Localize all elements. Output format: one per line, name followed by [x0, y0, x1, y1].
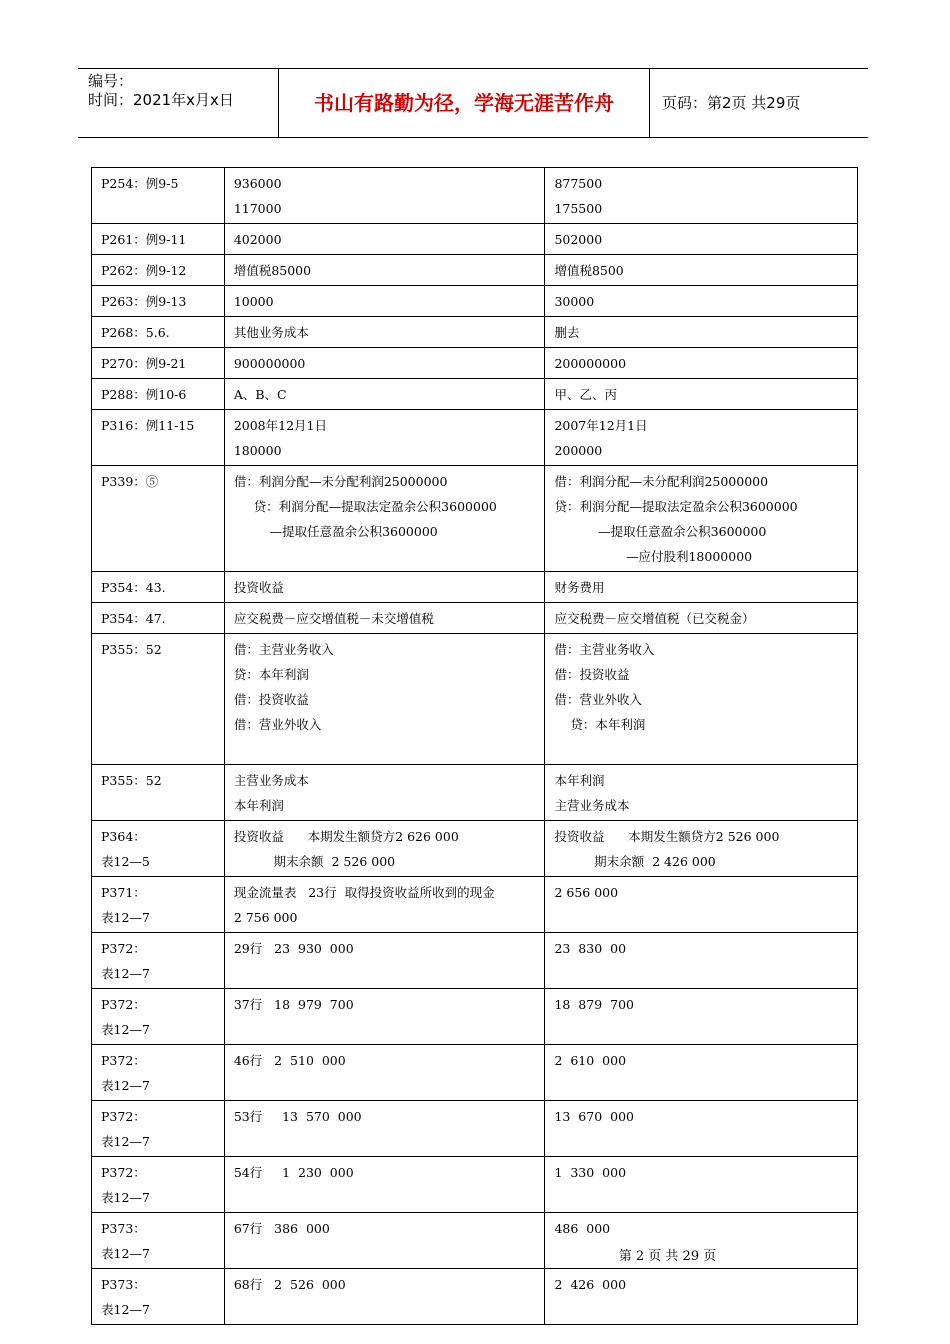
reference-cell [92, 821, 225, 877]
cell-line: 表12—7 [101, 966, 150, 981]
reference-cell [92, 989, 225, 1045]
cell-line: 借：主营业务收入 [554, 642, 655, 657]
cell-line [234, 1297, 536, 1322]
reference-cell [92, 466, 225, 572]
table-row [92, 1101, 858, 1157]
cell-line: 200000 [554, 443, 603, 458]
cell-line: 借：投资收益 [554, 667, 630, 682]
cell-line [101, 712, 215, 737]
page-header [78, 68, 868, 138]
original-text-cell [224, 1157, 545, 1213]
cell-line: 46行 2 510 000 [233, 1053, 346, 1068]
corrected-text-cell [545, 348, 858, 379]
table-row [92, 989, 858, 1045]
corrected-text-cell [545, 1101, 858, 1157]
cell-line: 402000 [233, 232, 282, 247]
cell-line: 增值税85000 [233, 263, 312, 278]
table-row [92, 933, 858, 989]
cell-line: P371： [101, 885, 146, 900]
cell-line: A、B、C [233, 387, 287, 402]
corrected-text-cell [545, 765, 858, 821]
table-row [92, 1157, 858, 1213]
cell-line [101, 737, 215, 762]
original-text-cell [224, 317, 545, 348]
original-text-cell [224, 603, 545, 634]
cell-line: 应交税费－应交增值税－未交增值税 [233, 611, 434, 626]
header-motto: 书山有路勤为径，学海无涯苦作舟 [278, 69, 650, 137]
original-text-cell [224, 877, 545, 933]
reference-cell [92, 286, 225, 317]
table-row [92, 379, 858, 410]
cell-line [234, 544, 536, 569]
reference-cell [92, 572, 225, 603]
cell-line [554, 1297, 848, 1322]
cell-line: 表12—7 [101, 1302, 150, 1317]
cell-line [554, 1129, 848, 1154]
original-text-cell [224, 348, 545, 379]
cell-line: 借：投资收益 [233, 692, 309, 707]
cell-line: P355：52 [101, 773, 162, 788]
original-text-cell [224, 410, 545, 466]
table-row [92, 765, 858, 821]
cell-line: P372： [101, 1109, 146, 1124]
corrected-text-cell [545, 317, 858, 348]
cell-line: 表12—5 [101, 854, 150, 869]
reference-cell [92, 634, 225, 765]
cell-line: 2007年12月1日 [554, 418, 648, 433]
reference-cell [92, 1269, 225, 1325]
cell-line [234, 1073, 536, 1098]
cell-line: P339：⑤ [101, 474, 159, 489]
original-text-cell [224, 933, 545, 989]
corrected-text-cell [545, 1157, 858, 1213]
document-time: 时间：2021年x月x日 [88, 91, 234, 109]
reference-cell [92, 379, 225, 410]
cell-line [101, 519, 215, 544]
cell-line [101, 438, 215, 463]
cell-line: 主营业务成本 [554, 798, 630, 813]
reference-cell [92, 1101, 225, 1157]
cell-line: 2 426 000 [554, 1277, 627, 1292]
header-page-number: 页码：第2页 共29页 [662, 94, 801, 112]
corrected-text-cell [545, 821, 858, 877]
cell-line: 13 670 000 [554, 1109, 634, 1124]
cell-line: 180000 [233, 443, 282, 458]
cell-line: 表12—7 [101, 910, 150, 925]
cell-line: 67行 386 000 [233, 1221, 330, 1236]
cell-line: 表12—7 [101, 1134, 150, 1149]
table-row [92, 317, 858, 348]
cell-line [554, 905, 848, 930]
corrected-text-cell [545, 572, 858, 603]
cell-line: 900000000 [233, 356, 306, 371]
cell-line [101, 544, 215, 569]
table-row [92, 224, 858, 255]
cell-line [234, 737, 536, 762]
cell-line [101, 494, 215, 519]
table-row [92, 255, 858, 286]
cell-line: 23 830 00 [554, 941, 627, 956]
reference-cell [92, 348, 225, 379]
reference-cell [92, 224, 225, 255]
cell-line: 应交税费－应交增值税（已交税金） [554, 611, 755, 626]
cell-line: 表12—7 [101, 1022, 150, 1037]
cell-line: 表12—7 [101, 1078, 150, 1093]
corrected-text-cell [545, 168, 858, 224]
cell-line: —提取任意盈余公积3600000 [554, 524, 767, 539]
cell-line [554, 961, 848, 986]
cell-line: 借：主营业务收入 [233, 642, 334, 657]
cell-line: 财务费用 [554, 580, 605, 595]
original-text-cell [224, 765, 545, 821]
original-text-cell [224, 572, 545, 603]
cell-line: 37行 18 979 700 [233, 997, 354, 1012]
cell-line: 10000 [233, 294, 274, 309]
cell-line: —提取任意盈余公积3600000 [233, 524, 438, 539]
cell-line: 主营业务成本 [233, 773, 309, 788]
table-row [92, 634, 858, 765]
table-row [92, 1045, 858, 1101]
document-number: 编号： [88, 72, 134, 90]
cell-line: 投资收益 本期发生额贷方2 626 000 [233, 829, 459, 844]
cell-line [101, 196, 215, 221]
cell-line [101, 793, 215, 818]
cell-line: 117000 [233, 201, 282, 216]
cell-line: 18 879 700 [554, 997, 634, 1012]
cell-line [554, 737, 848, 762]
table-row [92, 410, 858, 466]
reference-cell [92, 1045, 225, 1101]
cell-line: 甲、乙、丙 [554, 387, 617, 402]
cell-line: 502000 [554, 232, 603, 247]
cell-line: 删去 [554, 325, 580, 340]
reference-cell [92, 255, 225, 286]
corrected-text-cell [545, 255, 858, 286]
original-text-cell [224, 224, 545, 255]
cell-line [101, 662, 215, 687]
cell-line: 175500 [554, 201, 603, 216]
cell-line: 68行 2 526 000 [233, 1277, 346, 1292]
cell-line [234, 1017, 536, 1042]
corrected-text-cell [545, 877, 858, 933]
cell-line: P261：例9-11 [101, 232, 187, 247]
original-text-cell [224, 989, 545, 1045]
cell-line: 贷：本年利润 [554, 717, 646, 732]
cell-line [234, 1185, 536, 1210]
cell-line: 增值税8500 [554, 263, 624, 278]
cell-line: P288：例10-6 [101, 387, 187, 402]
cell-line: 54行 1 230 000 [233, 1165, 354, 1180]
cell-line: 486 000 [554, 1221, 611, 1236]
cell-line: 期末余额 2 526 000 [233, 854, 396, 869]
cell-line: P354：47. [101, 611, 166, 626]
cell-line: P364： [101, 829, 146, 844]
original-text-cell [224, 1269, 545, 1325]
table-row [92, 466, 858, 572]
corrected-text-cell [545, 286, 858, 317]
cell-line: P373： [101, 1277, 146, 1292]
cell-line [554, 1185, 848, 1210]
cell-line: 30000 [554, 294, 595, 309]
reference-cell [92, 765, 225, 821]
table-row [92, 821, 858, 877]
page-footer: 第 2 页 共 29 页 [618, 1249, 717, 1264]
cell-line: P268：5.6. [101, 325, 170, 340]
table-row [92, 877, 858, 933]
reference-cell [92, 1157, 225, 1213]
cell-line: 投资收益 本期发生额贷方2 526 000 [554, 829, 780, 844]
cell-line: P354：43. [101, 580, 166, 595]
reference-cell [92, 603, 225, 634]
cell-line: 本年利润 [233, 798, 284, 813]
errata-table [91, 167, 858, 1325]
cell-line: P372： [101, 997, 146, 1012]
original-text-cell [224, 634, 545, 765]
cell-line: 2 756 000 [233, 910, 298, 925]
cell-line: 表12—7 [101, 1190, 150, 1205]
cell-line: 贷：本年利润 [233, 667, 309, 682]
cell-line: P270：例9-21 [101, 356, 187, 371]
cell-line: P373： [101, 1221, 146, 1236]
original-text-cell [224, 1101, 545, 1157]
cell-line [554, 1017, 848, 1042]
corrected-text-cell [545, 466, 858, 572]
table-row [92, 603, 858, 634]
table-row [92, 572, 858, 603]
cell-line: 现金流量表 23行 取得投资收益所收到的现金 [233, 885, 495, 900]
cell-line: 29行 23 930 000 [233, 941, 354, 956]
cell-line: P372： [101, 1165, 146, 1180]
cell-line: 期末余额 2 426 000 [554, 854, 716, 869]
reference-cell [92, 317, 225, 348]
header-meta [78, 69, 278, 137]
corrected-text-cell [545, 1045, 858, 1101]
cell-line: 2 610 000 [554, 1053, 627, 1068]
cell-line: 借：营业外收入 [554, 692, 642, 707]
cell-line: 200000000 [554, 356, 627, 371]
corrected-text-cell [545, 410, 858, 466]
cell-line: 53行 13 570 000 [233, 1109, 362, 1124]
cell-line: 投资收益 [233, 580, 284, 595]
cell-line: P254：例9-5 [101, 176, 179, 191]
cell-line [234, 1129, 536, 1154]
original-text-cell [224, 379, 545, 410]
cell-line [234, 961, 536, 986]
corrected-text-cell [545, 933, 858, 989]
cell-line: 借：利润分配—未分配利润25000000 [554, 474, 769, 489]
reference-cell [92, 168, 225, 224]
original-text-cell [224, 168, 545, 224]
cell-line: P372： [101, 941, 146, 956]
cell-line: 1 330 000 [554, 1165, 627, 1180]
cell-line: 贷：利润分配—提取法定盈余公积3600000 [233, 499, 497, 514]
cell-line: P372： [101, 1053, 146, 1068]
reference-cell [92, 933, 225, 989]
corrected-text-cell [545, 603, 858, 634]
original-text-cell [224, 255, 545, 286]
original-text-cell [224, 466, 545, 572]
reference-cell [92, 410, 225, 466]
cell-line: 877500 [554, 176, 603, 191]
table-row [92, 168, 858, 224]
cell-line: P316：例11-15 [101, 418, 195, 433]
cell-line: 本年利润 [554, 773, 605, 788]
original-text-cell [224, 286, 545, 317]
cell-line [101, 687, 215, 712]
original-text-cell [224, 821, 545, 877]
cell-line: 其他业务成本 [233, 325, 309, 340]
table-row [92, 348, 858, 379]
cell-line: P355：52 [101, 642, 162, 657]
corrected-text-cell [545, 989, 858, 1045]
cell-line: 2 656 000 [554, 885, 619, 900]
cell-line: 借：利润分配—未分配利润25000000 [233, 474, 448, 489]
cell-line: 借：营业外收入 [233, 717, 322, 732]
reference-cell [92, 877, 225, 933]
cell-line: P262：例9-12 [101, 263, 187, 278]
corrected-text-cell [545, 224, 858, 255]
table-row [92, 1269, 858, 1325]
corrected-text-cell [545, 1269, 858, 1325]
cell-line: P263：例9-13 [101, 294, 187, 309]
cell-line: 2008年12月1日 [233, 418, 327, 433]
table-row [92, 286, 858, 317]
cell-line: 贷：利润分配—提取法定盈余公积3600000 [554, 499, 798, 514]
cell-line: —应付股利18000000 [554, 549, 753, 564]
original-text-cell [224, 1045, 545, 1101]
corrected-text-cell [545, 634, 858, 765]
cell-line [554, 1073, 848, 1098]
corrected-text-cell [545, 379, 858, 410]
cell-line: 936000 [233, 176, 282, 191]
cell-line: 表12—7 [101, 1246, 150, 1261]
